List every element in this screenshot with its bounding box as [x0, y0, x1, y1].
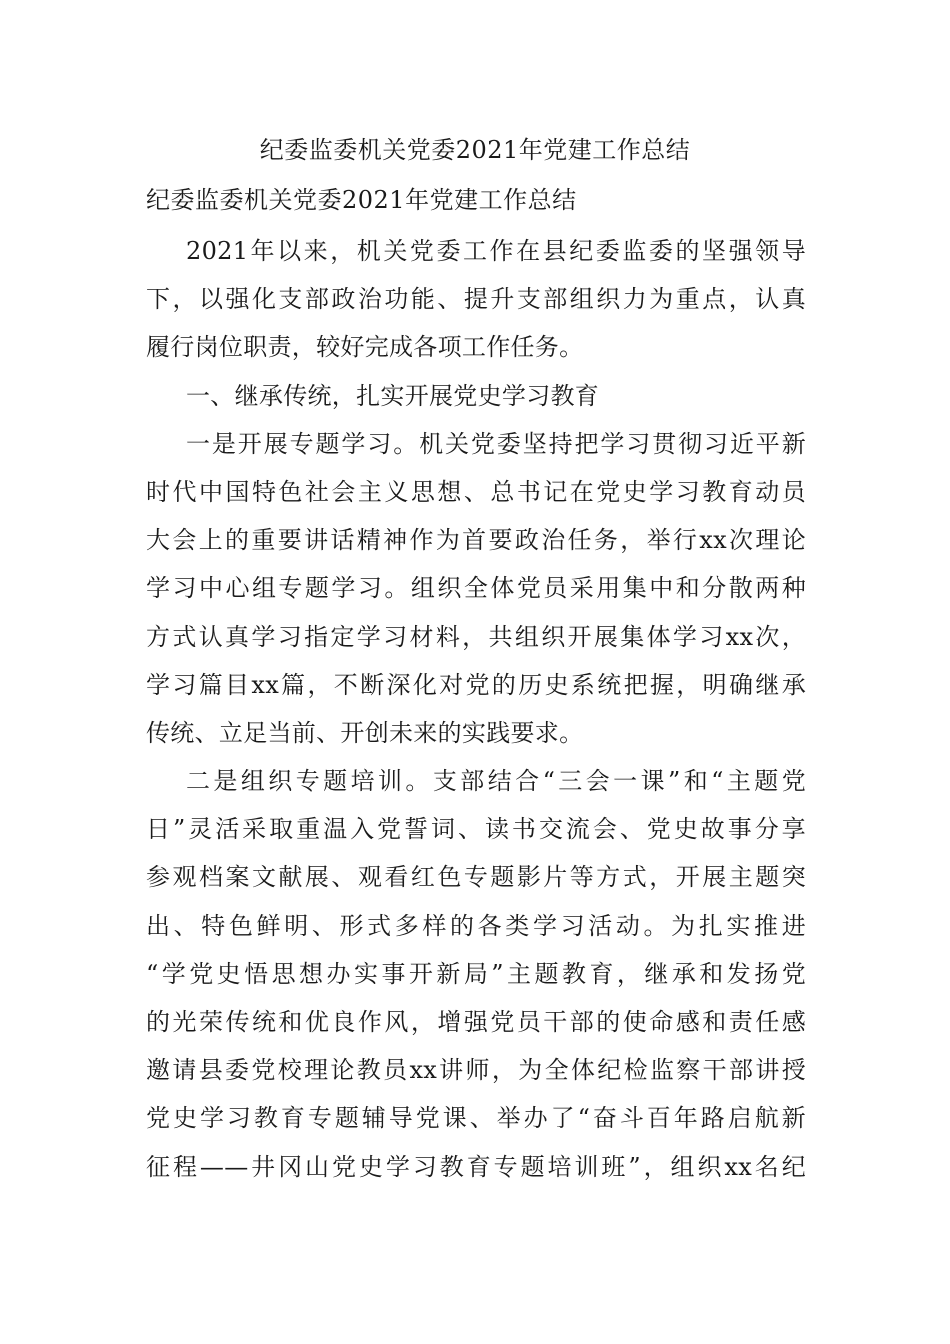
body-line: 时代中国特色社会主义思想、总书记在党史学习教育动员 — [146, 477, 806, 506]
document-subtitle: 纪委监委机关党委2021年党建工作总结 — [146, 186, 577, 214]
body-line: 学习中心组专题学习。组织全体党员采用集中和分散两种 — [146, 574, 806, 603]
body-line: “学党史悟思想办实事开新局”主题教育，继承和发扬党 — [146, 959, 806, 988]
body-line: 2021年以来，机关党委工作在县纪委监委的坚强领导 — [186, 237, 806, 265]
body-line: 传统、立足当前、开创未来的实践要求。 — [146, 718, 584, 747]
body-line: 参观档案文献展、观看红色专题影片等方式，开展主题突 — [146, 863, 806, 892]
body-line: 大会上的重要讲话精神作为首要政治任务，举行xx次理论 — [146, 526, 806, 555]
body-line: 学习篇目xx篇，不断深化对党的历史系统把握，明确继承 — [146, 670, 806, 699]
body-line: 方式认真学习指定学习材料，共组织开展集体学习xx次， — [146, 622, 806, 651]
body-line: 邀请县委党校理论教员xx讲师，为全体纪检监察干部讲授 — [146, 1056, 806, 1085]
body-line: 征程——井冈山党史学习教育专题培训班”，组织xx名纪 — [146, 1152, 806, 1181]
body-line: 党史学习教育专题辅导党课、举办了“奋斗百年路启航新 — [146, 1104, 806, 1133]
body-line: 出、特色鲜明、形式多样的各类学习活动。为扎实推进 — [146, 911, 806, 940]
section-heading: 一、继承传统，扎实开展党史学习教育 — [186, 381, 600, 410]
document-title: 纪委监委机关党委2021年党建工作总结 — [259, 136, 691, 164]
body-line: 的光荣传统和优良作风，增强党员干部的使命感和责任感 — [146, 1008, 806, 1036]
body-line: 履行岗位职责，较好完成各项工作任务。 — [146, 333, 584, 362]
document-body — [146, 231, 806, 1195]
body-line: 下，以强化支部政治功能、提升支部组织力为重点，认真 — [146, 285, 806, 314]
body-line: 二是组织专题培训。支部结合“三会一课”和“主题党 — [186, 767, 806, 796]
body-line: 一是开展专题学习。机关党委坚持把学习贯彻习近平新 — [186, 429, 806, 458]
body-line: 日”灵活采取重温入党誓词、读书交流会、党史故事分享 — [146, 815, 806, 844]
